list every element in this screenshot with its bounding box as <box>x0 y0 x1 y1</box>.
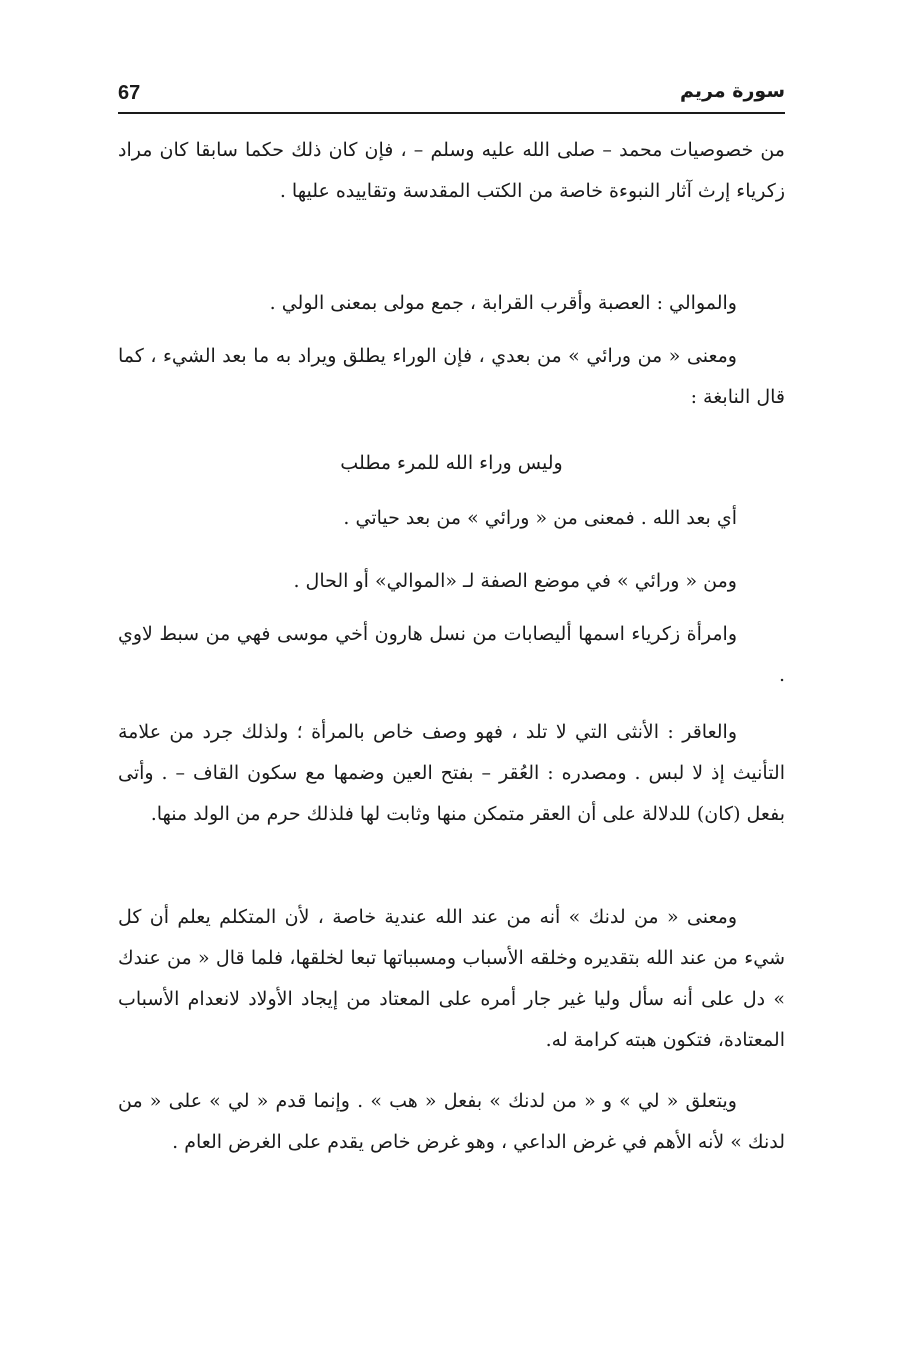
paragraph-4: أي بعد الله . فمعنى من « ورائي » من بعد حياتي . <box>343 507 737 529</box>
header-rule <box>118 112 785 114</box>
paragraph-3: ومعنى « من ورائي » من بعدي ، فإن الوراء يطلق ويراد به ما بعد الشيء ، كما قال النابغة : <box>118 345 785 408</box>
paragraph-8: ومعنى « من لدنك » أنه من عند الله عندية خاصة ، لأن المتكلم يعلم أن كل شيء من عند الله بتقديره وخلقه الأسباب ومسبباتها تبعا لخلقها، فلما قال « من عندك » دل على أنه سأل وليا غير جار أمره على المعتاد من إيجاد الأولاد لانعدام الأسباب المعتادة، فتكون هبته كرامة له. <box>118 906 785 1051</box>
paragraph-6: وامرأة زكرياء اسمها أليصابات من نسل هارون أخي موسى فهي من سبط لاوي . <box>118 623 785 686</box>
page-header <box>118 80 785 110</box>
paragraph-5: ومن « ورائي » في موضع الصفة لـ «الموالي» أو الحال . <box>293 570 737 592</box>
page-number: 67 <box>118 82 141 104</box>
poetry-verse: وليس وراء الله للمرء مطلب <box>340 452 563 474</box>
surah-title: سورة مريم <box>680 80 785 102</box>
paragraph-7: والعاقر : الأنثى التي لا تلد ، فهو وصف خاص بالمرأة ؛ ولذلك جرد من علامة التأنيث إذ لا لبس . ومصدره : العُقر – بفتح العين وضمها مع سكون القاف – . وأتى بفعل (كان) للدلالة على أن العقر متمكن منها وثابت لها فلذلك حرم من الولد منها. <box>118 721 785 825</box>
paragraph-1: من خصوصيات محمد – صلى الله عليه وسلم – ، فإن كان ذلك حكما سابقا كان مراد زكرياء إرث آثار النبوءة خاصة من الكتب المقدسة وتقاييده عليها . <box>118 139 785 202</box>
paragraph-2: والموالي : العصبة وأقرب القرابة ، جمع مولى بمعنى الولي . <box>269 292 737 314</box>
paragraph-9: ويتعلق « لي » و « من لدنك » بفعل « هب » . وإنما قدم « لي » على « من لدنك » لأنه الأهم في غرض الداعي ، وهو غرض خاص يقدم على الغرض العام . <box>118 1090 785 1153</box>
